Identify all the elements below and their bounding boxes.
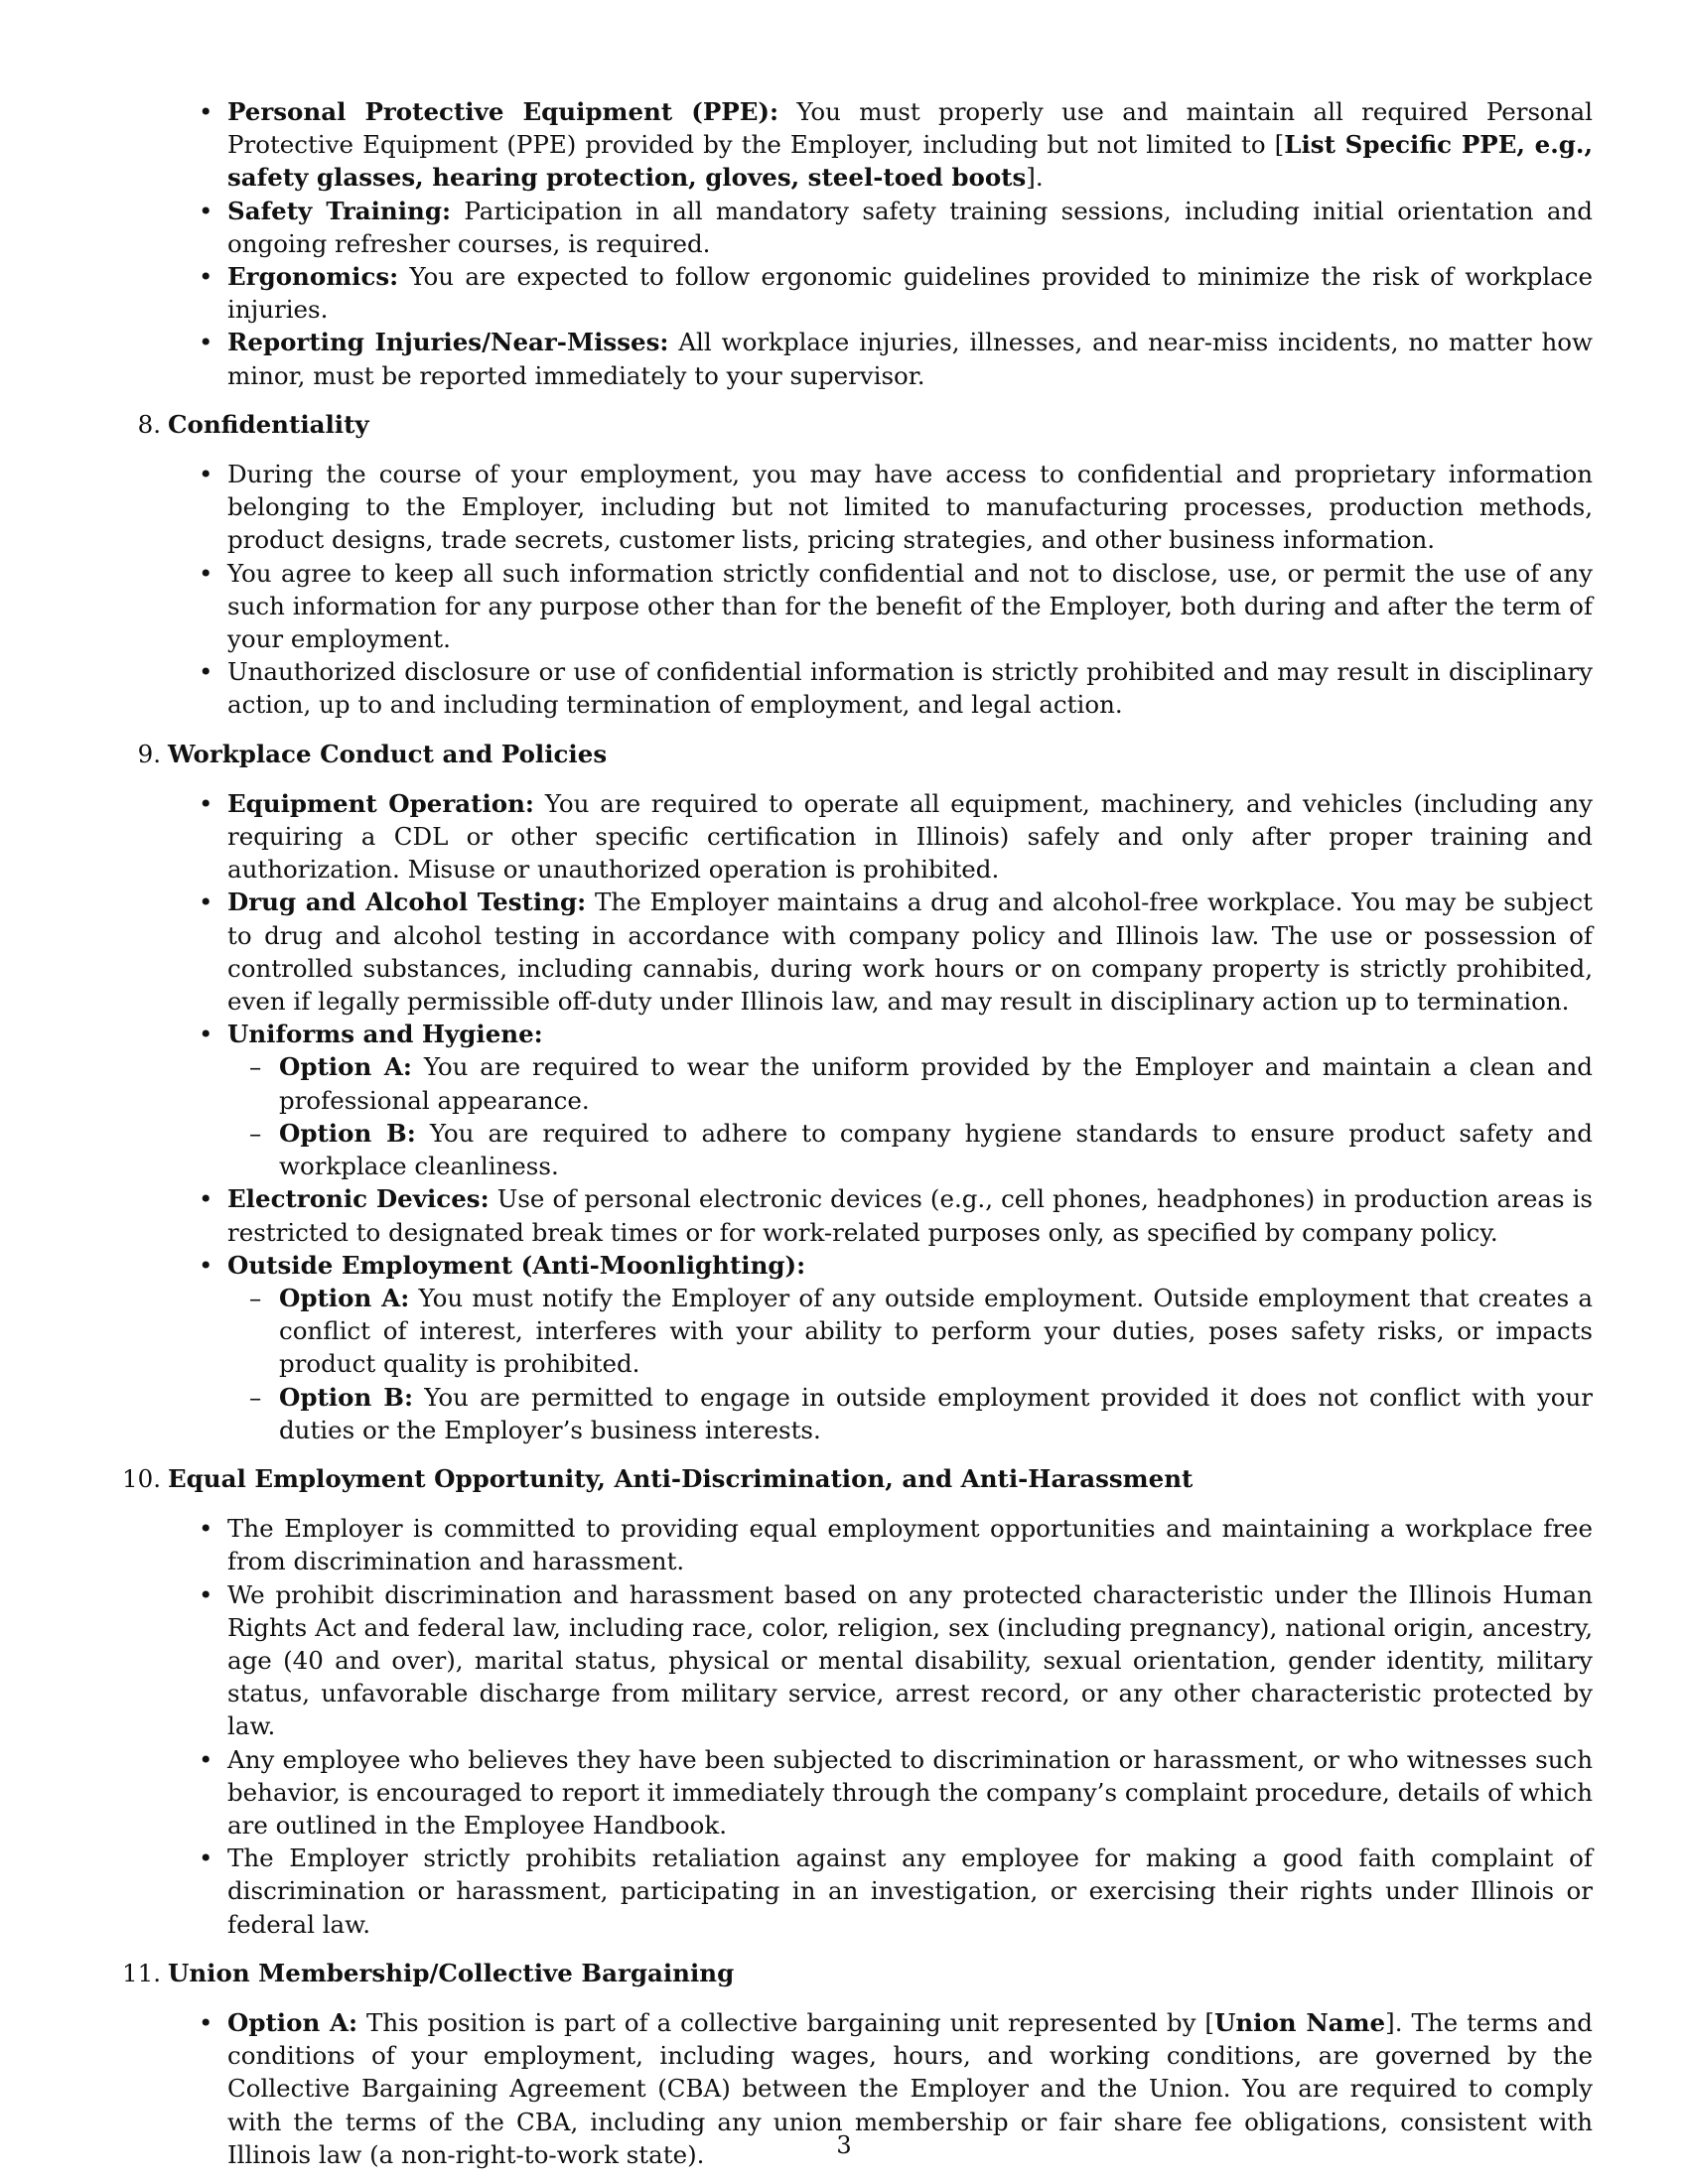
- section-title: Equal Employment Opportunity, Anti-Discrimination, and Anti-Harassment: [168, 1463, 1194, 1493]
- section-title: Union Membership/Collective Bargaining: [168, 1958, 735, 1987]
- conduct-bullet-list: [0, 787, 1688, 1446]
- safety-training-text: Participation in all mandatory safety training sessions, including initial orientation and ongoing refresher courses, is required.: [227, 196, 1593, 258]
- drug-text: The Employer maintains a drug and alcohol-free workplace. You may be subject to drug and alcohol testing in accordance with company policy and Illinois law. The use or possession of controlled substances, including cannabis, during work hours or on company property is strictly prohibited, even if legally permissible off-duty under Illinois law, and may result in disciplinary action up to termination.: [227, 887, 1593, 1017]
- list-item-reporting: [0, 326, 1688, 391]
- sub-item-outside-option-b: [0, 1381, 1688, 1446]
- ppe-label: Personal Protective Equipment (PPE):: [227, 97, 779, 126]
- safety-bullet-list: [0, 95, 1688, 392]
- safety-training-label: Safety Training:: [227, 196, 452, 225]
- sub-item-uniforms-option-b: [0, 1117, 1688, 1182]
- devices-label: Electronic Devices:: [227, 1184, 490, 1214]
- outside-label: Outside Employment (Anti-Moonlighting):: [227, 1250, 806, 1280]
- option-label: Option A:: [279, 1052, 412, 1082]
- drug-label: Drug and Alcohol Testing:: [227, 887, 587, 917]
- list-item-equipment-operation: [0, 787, 1688, 887]
- sub-item-outside-option-a: [0, 1282, 1688, 1381]
- list-item: • The Employer is committed to providing equal employment opportunities and maintaining a workplace free from discrimination and harassment.: [0, 1512, 1688, 1577]
- list-item: • Unauthorized disclosure or use of confidential information is strictly prohibited and may result in disciplinary action, up to and including termination of employment, and legal action.: [0, 655, 1688, 721]
- equipment-label: Equipment Operation:: [227, 788, 534, 818]
- ppe-placeholder: List Specific PPE, e.g., safety glasses, hearing protection, gloves, steel-toed boots: [227, 130, 1593, 193]
- section-heading-union: [0, 1957, 1688, 1989]
- section-number: 10.: [122, 1463, 161, 1493]
- devices-text: Use of personal electronic devices (e.g., cell phones, headphones) in production areas is restricted to designated break times or for work-related purposes only, as specified by company policy.: [227, 1184, 1593, 1247]
- section-number: 9.: [137, 739, 161, 768]
- list-item: • During the course of your employment, you may have access to confidential and proprietary information belonging to the Employer, including but not limited to manufacturing processes, production methods, product designs, trade secrets, customer lists, pricing strategies, and other business information.: [0, 458, 1688, 557]
- list-item: • The Employer strictly prohibits retaliation against any employee for making a good faith complaint of discrimination or harassment, participating in an investigation, or exercising their rights under Illinois or federal law.: [0, 1842, 1688, 1941]
- section-title: Workplace Conduct and Policies: [168, 739, 608, 768]
- list-item-electronic-devices: [0, 1182, 1688, 1248]
- equipment-text: You are required to operate all equipment, machinery, and vehicles (including any requiring a CDL or other specific certification in Illinois) safely and only after proper training and authorization. Misuse or unauthorized operation is prohibited.: [227, 788, 1593, 885]
- ergonomics-label: Ergonomics:: [227, 262, 399, 292]
- section-number: 11.: [122, 1958, 161, 1987]
- list-item-uniforms: [0, 1018, 1688, 1050]
- ergonomics-text: You are expected to follow ergonomic guidelines provided to minimize the risk of workplace injuries.: [227, 262, 1593, 325]
- list-item-ergonomics: [0, 260, 1688, 326]
- document-body: [0, 95, 1688, 2171]
- list-item-safety-training: [0, 195, 1688, 260]
- option-label: Option A:: [227, 2007, 358, 2037]
- option-text: You are required to wear the uniform provided by the Employer and maintain a clean and professional appearance.: [279, 1052, 1593, 1115]
- option-text: You are permitted to engage in outside employment provided it does not conflict with your duties or the Employer’s business interests.: [279, 1382, 1593, 1444]
- section-number: 8.: [137, 409, 161, 439]
- reporting-label: Reporting Injuries/Near-Misses:: [227, 328, 669, 357]
- list-item: • You agree to keep all such information strictly confidential and not to disclose, use, or permit the use of any such information for any purpose other than for the benefit of the Employer, both during and after the term of your employment.: [0, 557, 1688, 656]
- section-heading-eeo: [0, 1462, 1688, 1495]
- list-item: • Any employee who believes they have been subjected to discrimination or harassment, or who witnesses such behavior, is encouraged to report it immediately through the company’s complaint procedure, details of which are outlined in the Employee Handbook.: [0, 1743, 1688, 1843]
- reporting-text: All workplace injuries, illnesses, and near-miss incidents, no matter how minor, must be reported immediately to your supervisor.: [227, 328, 1593, 390]
- confidentiality-bullet-list: [0, 458, 1688, 722]
- option-text: You are required to adhere to company hygiene standards to ensure product safety and workplace cleanliness.: [279, 1118, 1593, 1181]
- ppe-text: You must properly use and maintain all required Personal Protective Equipment (PPE) provided by the Employer, including but not limited to [: [227, 97, 1593, 160]
- option-label: Option A:: [279, 1283, 410, 1312]
- section-title: Confidentiality: [168, 409, 369, 439]
- list-item: • We prohibit discrimination and harassment based on any protected characteristic under the Illinois Human Rights Act and federal law, including race, color, religion, sex (including pregnancy), national origin, ancestry, age (40 and over), marital status, physical or mental disability, sexual orientation, gender identity, military status, unfavorable discharge from military service, arrest record, or any other characteristic protected by law.: [0, 1578, 1688, 1743]
- option-label: Option B:: [279, 1118, 416, 1148]
- section-heading-confidentiality: [0, 408, 1688, 441]
- option-label: Option B:: [279, 1382, 414, 1412]
- page-number: 3: [836, 2131, 852, 2159]
- list-item-outside-employment: [0, 1249, 1688, 1282]
- list-item-drug-testing: [0, 886, 1688, 1018]
- eeo-bullet-list: [0, 1512, 1688, 1941]
- option-text: You must notify the Employer of any outside employment. Outside employment that creates a conflict of interest, interferes with your ability to perform your duties, poses safety risks, or impacts product quality is prohibited.: [279, 1283, 1593, 1379]
- sub-item-uniforms-option-a: [0, 1050, 1688, 1116]
- union-name-placeholder: Union Name: [1213, 2007, 1386, 2037]
- section-heading-workplace-conduct: [0, 738, 1688, 770]
- option-text-end: ]. The terms and conditions of your employment, including wages, hours, and working conditions, are governed by the Collective Bargaining Agreement (CBA) between the Employer and the Union. You are required to comply with the terms of the CBA, including any union membership or fair share fee obligations, consistent with Illinois law (a non-right-to-work state).: [227, 2007, 1593, 2169]
- uniforms-label: Uniforms and Hygiene:: [227, 1020, 543, 1049]
- ppe-text-end: ].: [1026, 163, 1044, 193]
- option-text: This position is part of a collective bargaining unit represented by [: [357, 2007, 1214, 2037]
- list-item-ppe: [0, 95, 1688, 195]
